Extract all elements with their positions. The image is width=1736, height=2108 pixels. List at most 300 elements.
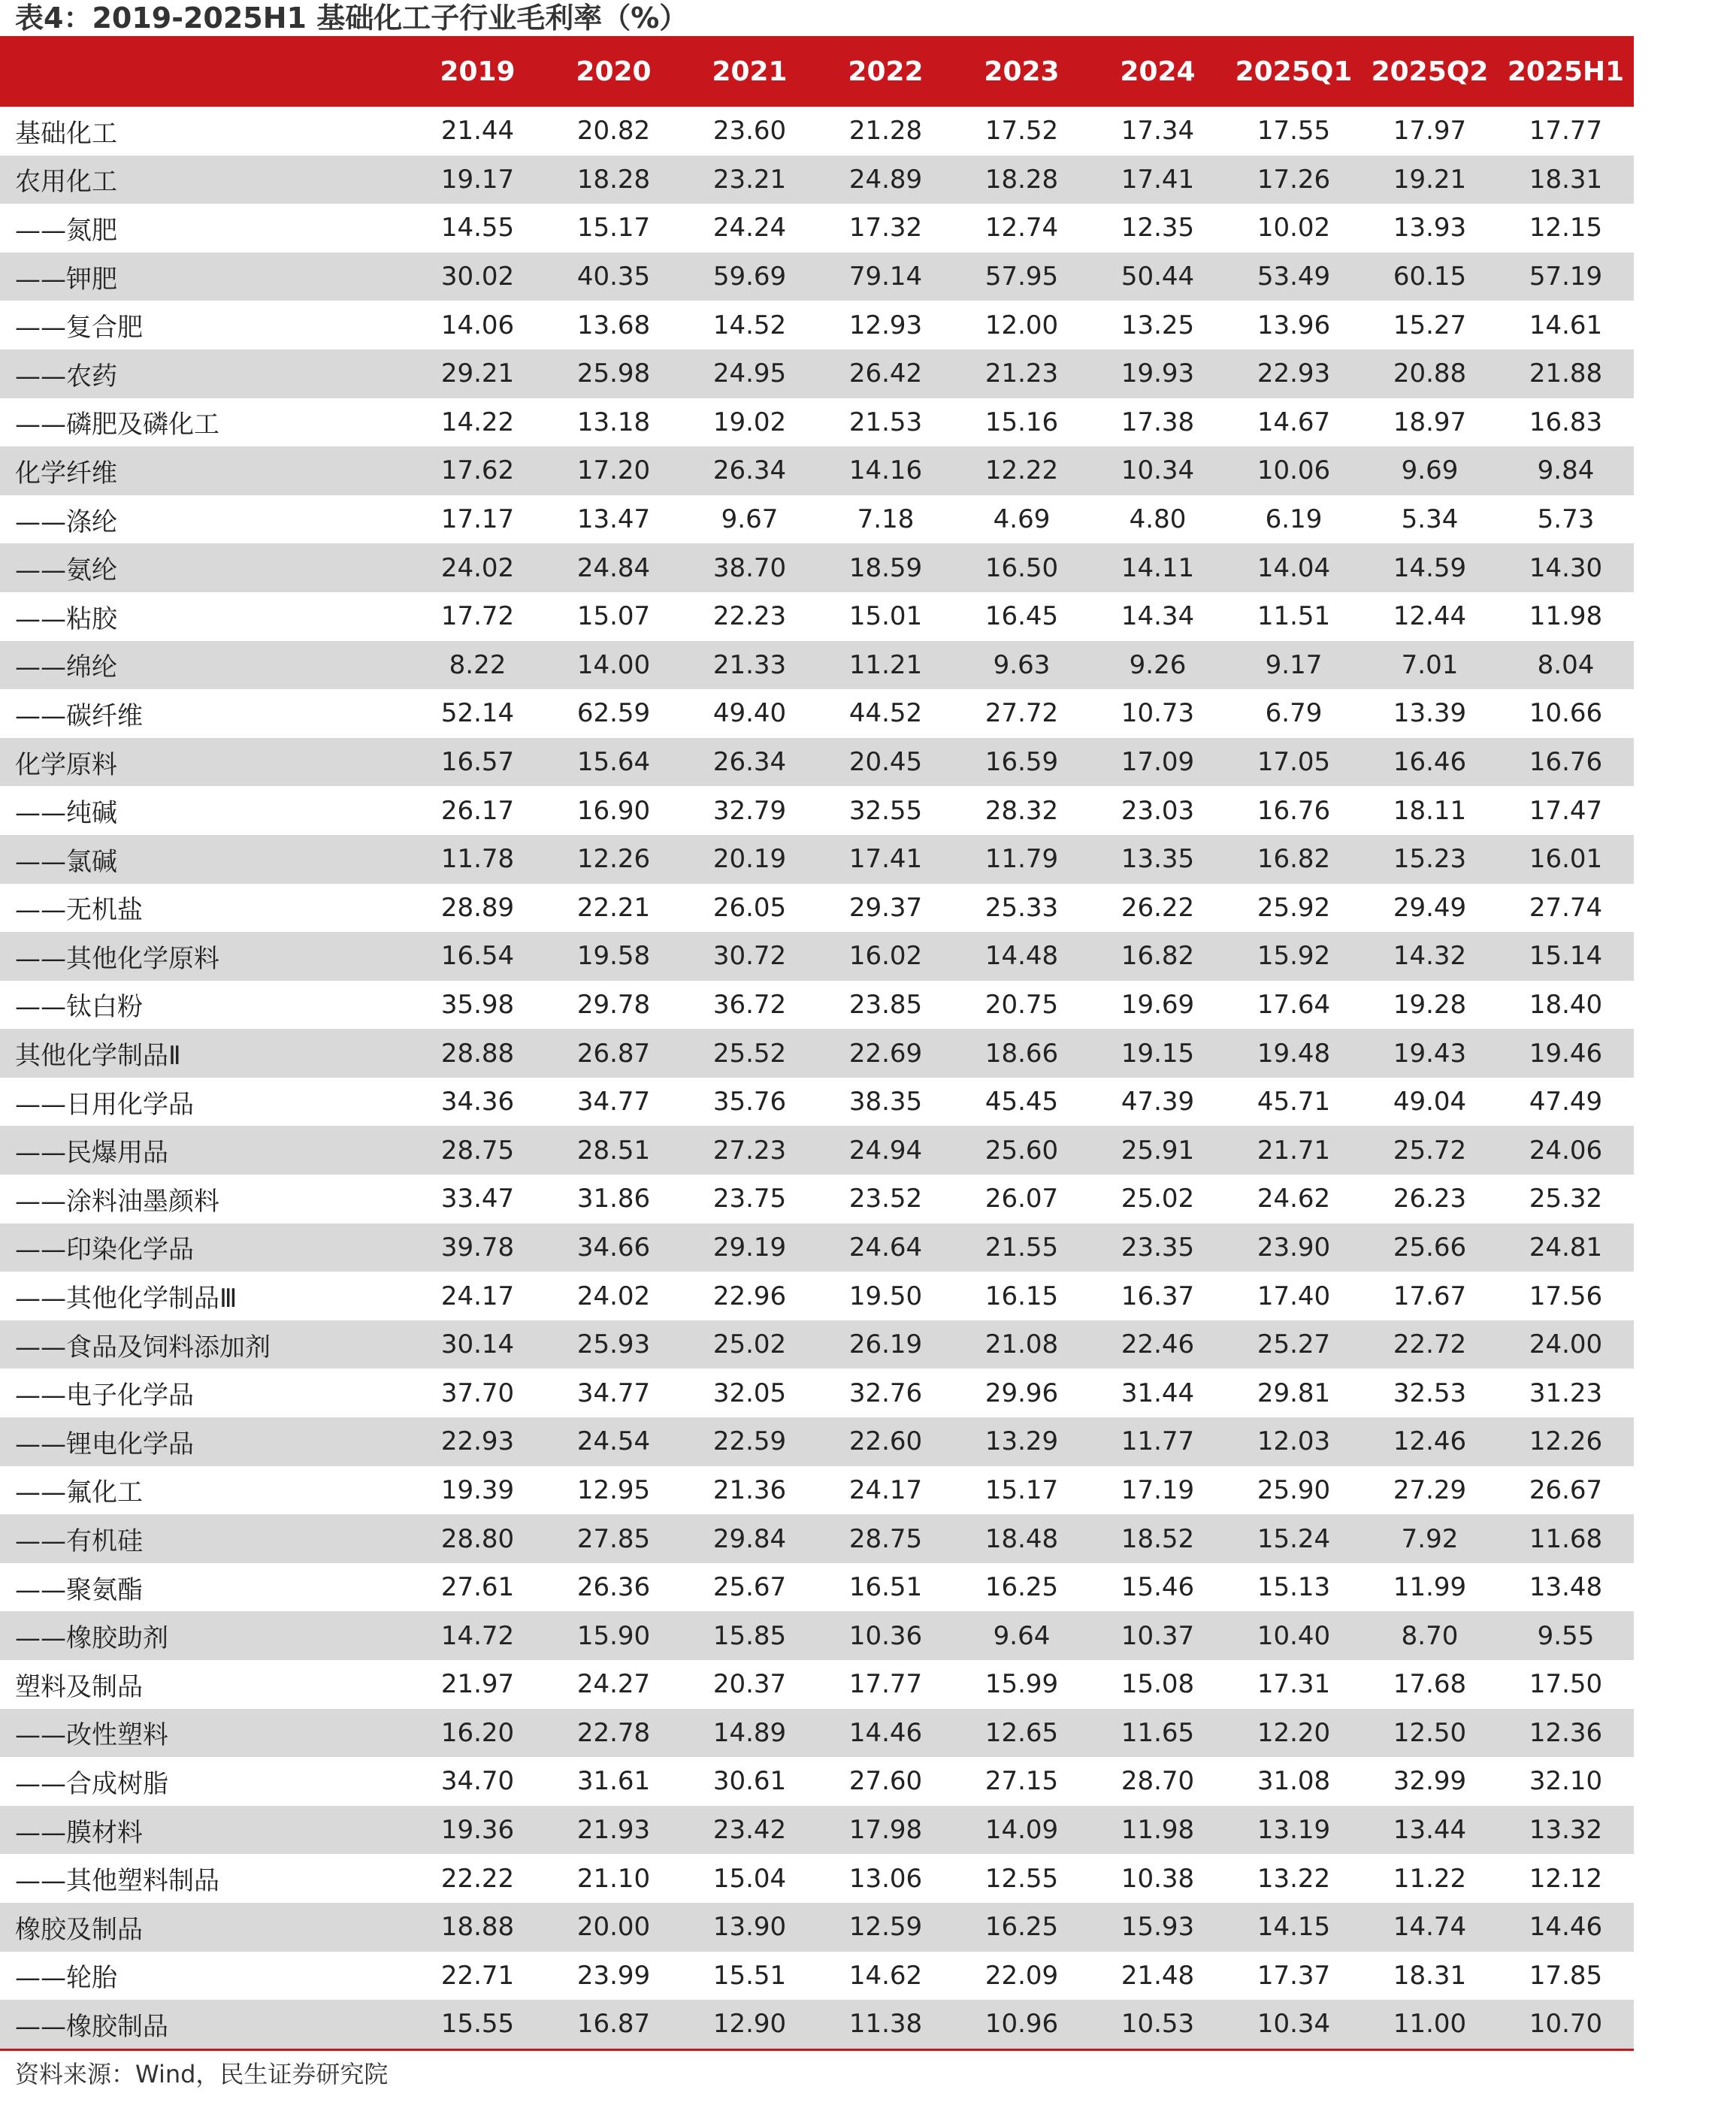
table-cell: 22.23 [712, 601, 787, 632]
table-cell: 29.37 [848, 892, 923, 923]
table-cell: 16.15 [984, 1281, 1059, 1311]
table-cell: 12.26 [1498, 1417, 1634, 1466]
table-cell: 19.69 [1121, 989, 1195, 1020]
table-cell: 13.68 [576, 310, 651, 340]
table-cell: 5.34 [1401, 504, 1459, 535]
table-cell: 16.57 [410, 738, 546, 787]
table-cell: 8.70 [1362, 1611, 1498, 1660]
table-cell: 22.69 [818, 1029, 954, 1078]
table-cell: 25.90 [1257, 1474, 1331, 1505]
table-cell: 12.20 [1226, 1709, 1362, 1758]
table-cell: 26.22 [1121, 892, 1195, 923]
table-cell: 14.46 [818, 1709, 954, 1758]
table-cell: 17.41 [1090, 156, 1226, 204]
table-row [0, 1369, 1634, 1417]
row-label: ——其他塑料制品 [15, 1866, 219, 1897]
table-cell: 9.84 [1498, 446, 1634, 495]
table-cell: 17.64 [1257, 989, 1331, 1020]
row-label: ——涤纶 [15, 507, 117, 537]
table-cell: 25.33 [984, 892, 1059, 923]
table-cell: 31.86 [576, 1184, 651, 1214]
table-cell: 23.35 [1090, 1223, 1226, 1272]
table-cell: 9.64 [954, 1611, 1090, 1660]
table-cell: 25.91 [1090, 1126, 1226, 1175]
table-cell: 28.80 [410, 1514, 546, 1563]
table-row [0, 884, 1634, 933]
table-cell: 18.31 [1393, 1960, 1467, 1991]
row-label: ——电子化学品 [15, 1381, 194, 1411]
table-cell: 21.88 [1498, 349, 1634, 398]
row-label: ——其他化学制品Ⅲ [15, 1284, 237, 1314]
table-body [0, 107, 1634, 2049]
table-cell: 45.71 [1257, 1087, 1331, 1118]
table-cell: 14.32 [1362, 932, 1498, 981]
table-cell: 12.15 [1529, 213, 1603, 243]
table-cell: 32.05 [712, 1378, 787, 1408]
table-cell: 9.17 [1226, 641, 1362, 690]
table-cell: 14.61 [1529, 310, 1603, 340]
table-cell: 22.59 [682, 1417, 818, 1466]
table-cell: 17.85 [1529, 1960, 1603, 1991]
table-cell: 28.75 [410, 1126, 546, 1175]
table-row [0, 738, 1634, 787]
table-cell: 14.16 [818, 446, 954, 495]
table-cell: 14.52 [712, 310, 787, 340]
table-row [0, 1417, 1634, 1466]
table-cell: 16.76 [1498, 738, 1634, 787]
table-cell: 14.55 [440, 213, 515, 243]
table-cell: 10.73 [1121, 698, 1195, 729]
table-cell: 32.79 [712, 795, 787, 826]
row-label: 化学原料 [0, 738, 410, 787]
table-cell: 32.99 [1393, 1766, 1467, 1797]
table-cell: 11.98 [1090, 1806, 1226, 1855]
table-row [0, 1320, 1634, 1369]
table-cell: 28.51 [546, 1126, 682, 1175]
row-label: ——磷肥及磷化工 [15, 410, 219, 440]
table-row [0, 1126, 1634, 1175]
table-cell: 26.42 [818, 349, 954, 398]
table-cell: 17.72 [440, 601, 515, 632]
table-row [0, 592, 1634, 641]
table-cell: 29.78 [576, 989, 651, 1020]
table-cell: 17.17 [440, 504, 515, 535]
table-cell: 29.81 [1257, 1378, 1331, 1408]
column-header: 2025Q1 [1226, 36, 1362, 107]
table-cell: 13.06 [848, 1863, 923, 1894]
row-label: ——聚氨酯 [15, 1574, 143, 1605]
table-cell: 60.15 [1362, 253, 1498, 301]
table-cell: 17.37 [1257, 1960, 1331, 1991]
table-cell: 25.72 [1362, 1126, 1498, 1175]
table-cell: 17.32 [848, 213, 923, 243]
table-cell: 13.93 [1393, 213, 1467, 243]
table-cell: 15.93 [1090, 1903, 1226, 1952]
table-cell: 12.65 [954, 1709, 1090, 1758]
table-cell: 14.15 [1226, 1903, 1362, 1952]
table-cell: 15.51 [712, 1960, 787, 1991]
table-cell: 20.75 [984, 989, 1059, 1020]
table-cell: 9.55 [1498, 1611, 1634, 1660]
table-cell: 12.26 [546, 835, 682, 884]
table-cell: 13.35 [1090, 835, 1226, 884]
table-cell: 16.59 [954, 738, 1090, 787]
column-header: 2019 [410, 36, 546, 107]
column-header: 2021 [682, 36, 818, 107]
table-row [0, 253, 1634, 301]
table-cell: 24.27 [576, 1669, 651, 1700]
table-cell: 16.45 [984, 601, 1059, 632]
table-cell: 17.09 [1090, 738, 1226, 787]
table-cell: 19.43 [1362, 1029, 1498, 1078]
table-cell: 16.02 [818, 932, 954, 981]
table-cell: 9.69 [1362, 446, 1498, 495]
table-cell: 14.09 [954, 1806, 1090, 1855]
table-cell: 12.55 [984, 1863, 1059, 1894]
table-cell: 38.35 [848, 1087, 923, 1118]
table-cell: 12.00 [984, 310, 1059, 340]
source-note: 资料来源：Wind，民生证券研究院 [15, 2060, 389, 2088]
table-cell: 12.93 [848, 310, 923, 340]
table-cell: 16.51 [848, 1572, 923, 1603]
table-cell: 24.02 [410, 543, 546, 592]
table-cell: 24.94 [818, 1126, 954, 1175]
table-cell: 15.01 [848, 601, 923, 632]
table-row [0, 1952, 1634, 2001]
row-label: ——锂电化学品 [0, 1417, 410, 1466]
table-cell: 11.21 [818, 641, 954, 690]
table-cell: 12.36 [1498, 1709, 1634, 1758]
row-label: ——膜材料 [0, 1806, 410, 1855]
table-cell: 23.75 [712, 1184, 787, 1214]
table-cell: 14.06 [440, 310, 515, 340]
table-cell: 20.82 [576, 116, 651, 147]
table-cell: 27.29 [1393, 1474, 1467, 1505]
table-cell: 45.45 [984, 1087, 1059, 1118]
table-row [0, 1806, 1634, 1855]
table-row [0, 1514, 1634, 1563]
table-row [0, 156, 1634, 204]
table-cell: 24.64 [818, 1223, 954, 1272]
table-row [0, 107, 1634, 156]
table-cell: 19.93 [1090, 349, 1226, 398]
table-row [0, 981, 1634, 1030]
table-cell: 19.39 [440, 1474, 515, 1505]
table-cell: 17.41 [818, 835, 954, 884]
table-cell: 4.69 [993, 504, 1051, 535]
table-cell: 17.47 [1529, 795, 1603, 826]
table-cell: 49.40 [712, 698, 787, 729]
table-cell: 17.20 [546, 446, 682, 495]
table-row [0, 543, 1634, 592]
table-cell: 10.96 [954, 2000, 1090, 2049]
table-row [0, 1272, 1634, 1320]
table-cell: 47.49 [1529, 1087, 1603, 1118]
table-row [0, 1709, 1634, 1758]
table-cell: 7.18 [857, 504, 915, 535]
table-cell: 22.09 [984, 1960, 1059, 1991]
table-cell: 26.36 [576, 1572, 651, 1603]
table-cell: 27.74 [1529, 892, 1603, 923]
row-label: ——钾肥 [0, 253, 410, 301]
row-label: ——碳纤维 [15, 700, 143, 731]
table-cell: 12.46 [1362, 1417, 1498, 1466]
table-cell: 14.34 [1121, 601, 1195, 632]
row-label: ——纯碱 [15, 798, 117, 829]
table-cell: 27.72 [984, 698, 1059, 729]
table-cell: 11.99 [1393, 1572, 1467, 1603]
table-cell: 25.92 [1257, 892, 1331, 923]
table-cell: 15.07 [576, 601, 651, 632]
table-cell: 18.40 [1529, 989, 1603, 1020]
table-cell: 28.32 [984, 795, 1059, 826]
row-label: 塑料及制品 [15, 1671, 143, 1702]
table-cell: 17.40 [1257, 1281, 1331, 1311]
table-row [0, 786, 1634, 835]
table-cell: 10.36 [818, 1611, 954, 1660]
table-cell: 15.17 [984, 1474, 1059, 1505]
table-row [0, 1660, 1634, 1709]
table-row [0, 446, 1634, 495]
table-cell: 24.81 [1498, 1223, 1634, 1272]
table-cell: 21.44 [440, 116, 515, 147]
table-cell: 15.14 [1498, 932, 1634, 981]
table-cell: 30.14 [410, 1320, 546, 1369]
table-cell: 36.72 [712, 989, 787, 1020]
table-cell: 22.96 [712, 1281, 787, 1311]
table-cell: 6.19 [1265, 504, 1323, 535]
table-cell: 4.80 [1129, 504, 1187, 535]
row-label: ——氟化工 [15, 1477, 143, 1508]
table-row [0, 1854, 1634, 1903]
table-cell: 7.01 [1362, 641, 1498, 690]
table-cell: 19.15 [1090, 1029, 1226, 1078]
table-cell: 21.10 [576, 1863, 651, 1894]
table-cell: 20.00 [546, 1903, 682, 1952]
table-cell: 52.14 [440, 698, 515, 729]
table-cell: 12.95 [576, 1474, 651, 1505]
table-cell: 15.90 [546, 1611, 682, 1660]
table-cell: 23.90 [1226, 1223, 1362, 1272]
table-cell: 17.55 [1257, 116, 1331, 147]
table-cell: 17.62 [410, 446, 546, 495]
table-cell: 23.60 [712, 116, 787, 147]
table-cell: 19.58 [546, 932, 682, 981]
row-label: ——涂料油墨颜料 [15, 1186, 219, 1217]
table-cell: 32.10 [1529, 1766, 1603, 1797]
table-cell: 15.24 [1226, 1514, 1362, 1563]
table-cell: 15.99 [984, 1669, 1059, 1700]
table-cell: 16.37 [1121, 1281, 1195, 1311]
table-cell: 32.55 [848, 795, 923, 826]
table-cell: 27.60 [848, 1766, 923, 1797]
table-cell: 50.44 [1090, 253, 1226, 301]
table-cell: 18.28 [546, 156, 682, 204]
gross-margin-table [0, 36, 1634, 2051]
table-cell: 35.76 [712, 1087, 787, 1118]
table-row [0, 1078, 1634, 1127]
row-label: ——改性塑料 [0, 1709, 410, 1758]
table-cell: 17.50 [1529, 1669, 1603, 1700]
table-cell: 17.56 [1529, 1281, 1603, 1311]
column-header: 2025Q2 [1362, 36, 1498, 107]
table-cell: 14.46 [1498, 1903, 1634, 1952]
table-cell: 15.17 [576, 213, 651, 243]
table-cell: 23.99 [576, 1960, 651, 1991]
row-label: ——合成树脂 [15, 1768, 168, 1799]
table-cell: 25.27 [1226, 1320, 1362, 1369]
table-row [0, 1903, 1634, 1952]
row-label: ——轮胎 [15, 1963, 117, 1994]
table-row [0, 1175, 1634, 1223]
table-cell: 29.49 [1393, 892, 1467, 923]
table-cell: 11.65 [1090, 1709, 1226, 1758]
table-cell: 59.69 [682, 253, 818, 301]
table-cell: 15.64 [546, 738, 682, 787]
table-cell: 10.70 [1498, 2000, 1634, 2049]
row-label: 化学纤维 [0, 446, 410, 495]
table-cell: 47.39 [1121, 1087, 1195, 1118]
table-cell: 15.27 [1393, 310, 1467, 340]
table-row [0, 398, 1634, 447]
table-cell: 22.93 [410, 1417, 546, 1466]
table-cell: 79.14 [818, 253, 954, 301]
table-cell: 15.55 [410, 2000, 546, 2049]
table-cell: 17.26 [1226, 156, 1362, 204]
table-cell: 22.72 [1362, 1320, 1498, 1369]
table-cell: 25.32 [1529, 1184, 1603, 1214]
row-label: ——氯碱 [0, 835, 410, 884]
table-cell: 39.78 [410, 1223, 546, 1272]
table-cell: 9.63 [954, 641, 1090, 690]
table-cell: 11.38 [818, 2000, 954, 2049]
row-label: ——复合肥 [15, 313, 143, 343]
table-cell: 24.24 [712, 213, 787, 243]
table-cell: 21.97 [440, 1669, 515, 1700]
table-cell: 12.74 [984, 213, 1059, 243]
table-row [0, 1466, 1634, 1515]
table-cell: 11.22 [1393, 1863, 1467, 1894]
table-cell: 25.02 [1121, 1184, 1195, 1214]
table-cell: 15.46 [1121, 1572, 1195, 1603]
row-label: ——农药 [0, 349, 410, 398]
row-label: ——橡胶助剂 [0, 1611, 410, 1660]
table-cell: 27.23 [682, 1126, 818, 1175]
table-cell: 30.61 [712, 1766, 787, 1797]
table-cell: 19.50 [848, 1281, 923, 1311]
table-cell: 18.31 [1498, 156, 1634, 204]
table-cell: 22.22 [440, 1863, 515, 1894]
table-cell: 18.28 [954, 156, 1090, 204]
table-cell: 21.33 [682, 641, 818, 690]
table-cell: 13.96 [1257, 310, 1331, 340]
table-cell: 21.93 [546, 1806, 682, 1855]
table-cell: 31.44 [1121, 1378, 1195, 1408]
table-cell: 26.23 [1393, 1184, 1467, 1214]
table-cell: 21.08 [954, 1320, 1090, 1369]
table-cell: 12.44 [1393, 601, 1467, 632]
table-cell: 22.78 [546, 1709, 682, 1758]
column-header: 2023 [954, 36, 1090, 107]
table-cell: 25.93 [546, 1320, 682, 1369]
row-label: 其他化学制品Ⅱ [0, 1029, 410, 1078]
table-cell: 27.15 [984, 1766, 1059, 1797]
table-cell: 33.47 [440, 1184, 515, 1214]
table-cell: 28.70 [1121, 1766, 1195, 1797]
table-cell: 10.37 [1090, 1611, 1226, 1660]
table-cell: 12.90 [682, 2000, 818, 2049]
table-cell: 21.28 [848, 116, 923, 147]
table-cell: 17.05 [1226, 738, 1362, 787]
table-cell: 16.54 [410, 932, 546, 981]
row-label: ——无机盐 [15, 895, 143, 926]
table-cell: 22.21 [576, 892, 651, 923]
table-row [0, 349, 1634, 398]
table-cell: 15.04 [712, 1863, 787, 1894]
table-cell: 16.25 [984, 1572, 1059, 1603]
table-cell: 24.17 [440, 1281, 515, 1311]
table-cell: 17.38 [1121, 407, 1195, 437]
table-row [0, 301, 1634, 349]
table-cell: 22.60 [818, 1417, 954, 1466]
table-cell: 13.44 [1362, 1806, 1498, 1855]
table-cell: 23.52 [848, 1184, 923, 1214]
table-cell: 25.67 [712, 1572, 787, 1603]
table-cell: 21.55 [954, 1223, 1090, 1272]
table-cell: 14.62 [848, 1960, 923, 1991]
table-cell: 22.71 [440, 1960, 515, 1991]
table-cell: 24.62 [1257, 1184, 1331, 1214]
row-label: ——橡胶制品 [0, 2000, 410, 2049]
table-cell: 16.25 [954, 1903, 1090, 1952]
table-cell: 17.77 [848, 1669, 923, 1700]
table-cell: 21.71 [1226, 1126, 1362, 1175]
table-cell: 5.73 [1537, 504, 1595, 535]
table-cell: 6.79 [1265, 698, 1323, 729]
row-label: ——绵纶 [0, 641, 410, 690]
row-label: ——食品及饲料添加剂 [0, 1320, 410, 1369]
table-cell: 19.17 [410, 156, 546, 204]
table-cell: 9.26 [1090, 641, 1226, 690]
table-cell: 11.77 [1090, 1417, 1226, 1466]
table-cell: 17.34 [1121, 116, 1195, 147]
table-cell: 31.08 [1257, 1766, 1331, 1797]
table-cell: 13.48 [1529, 1572, 1603, 1603]
table-cell: 13.39 [1393, 698, 1467, 729]
table-cell: 17.67 [1393, 1281, 1467, 1311]
table-row [0, 1611, 1634, 1660]
table-cell: 17.77 [1529, 116, 1603, 147]
table-cell: 24.95 [682, 349, 818, 398]
table-cell: 24.54 [546, 1417, 682, 1466]
table-cell: 12.22 [954, 446, 1090, 495]
table-cell: 23.85 [848, 989, 923, 1020]
table-cell: 17.98 [818, 1806, 954, 1855]
row-label: ——民爆用品 [0, 1126, 410, 1175]
table-cell: 23.42 [682, 1806, 818, 1855]
table-cell: 53.49 [1226, 253, 1362, 301]
table-cell: 8.22 [410, 641, 546, 690]
table-cell: 16.82 [1226, 835, 1362, 884]
table-row [0, 2000, 1634, 2049]
table-cell: 19.36 [410, 1806, 546, 1855]
table-cell: 29.84 [682, 1514, 818, 1563]
table-cell: 17.52 [984, 116, 1059, 147]
table-cell: 16.46 [1362, 738, 1498, 787]
table-cell: 26.19 [818, 1320, 954, 1369]
table-cell: 49.04 [1393, 1087, 1467, 1118]
row-label: ——粘胶 [15, 603, 117, 634]
